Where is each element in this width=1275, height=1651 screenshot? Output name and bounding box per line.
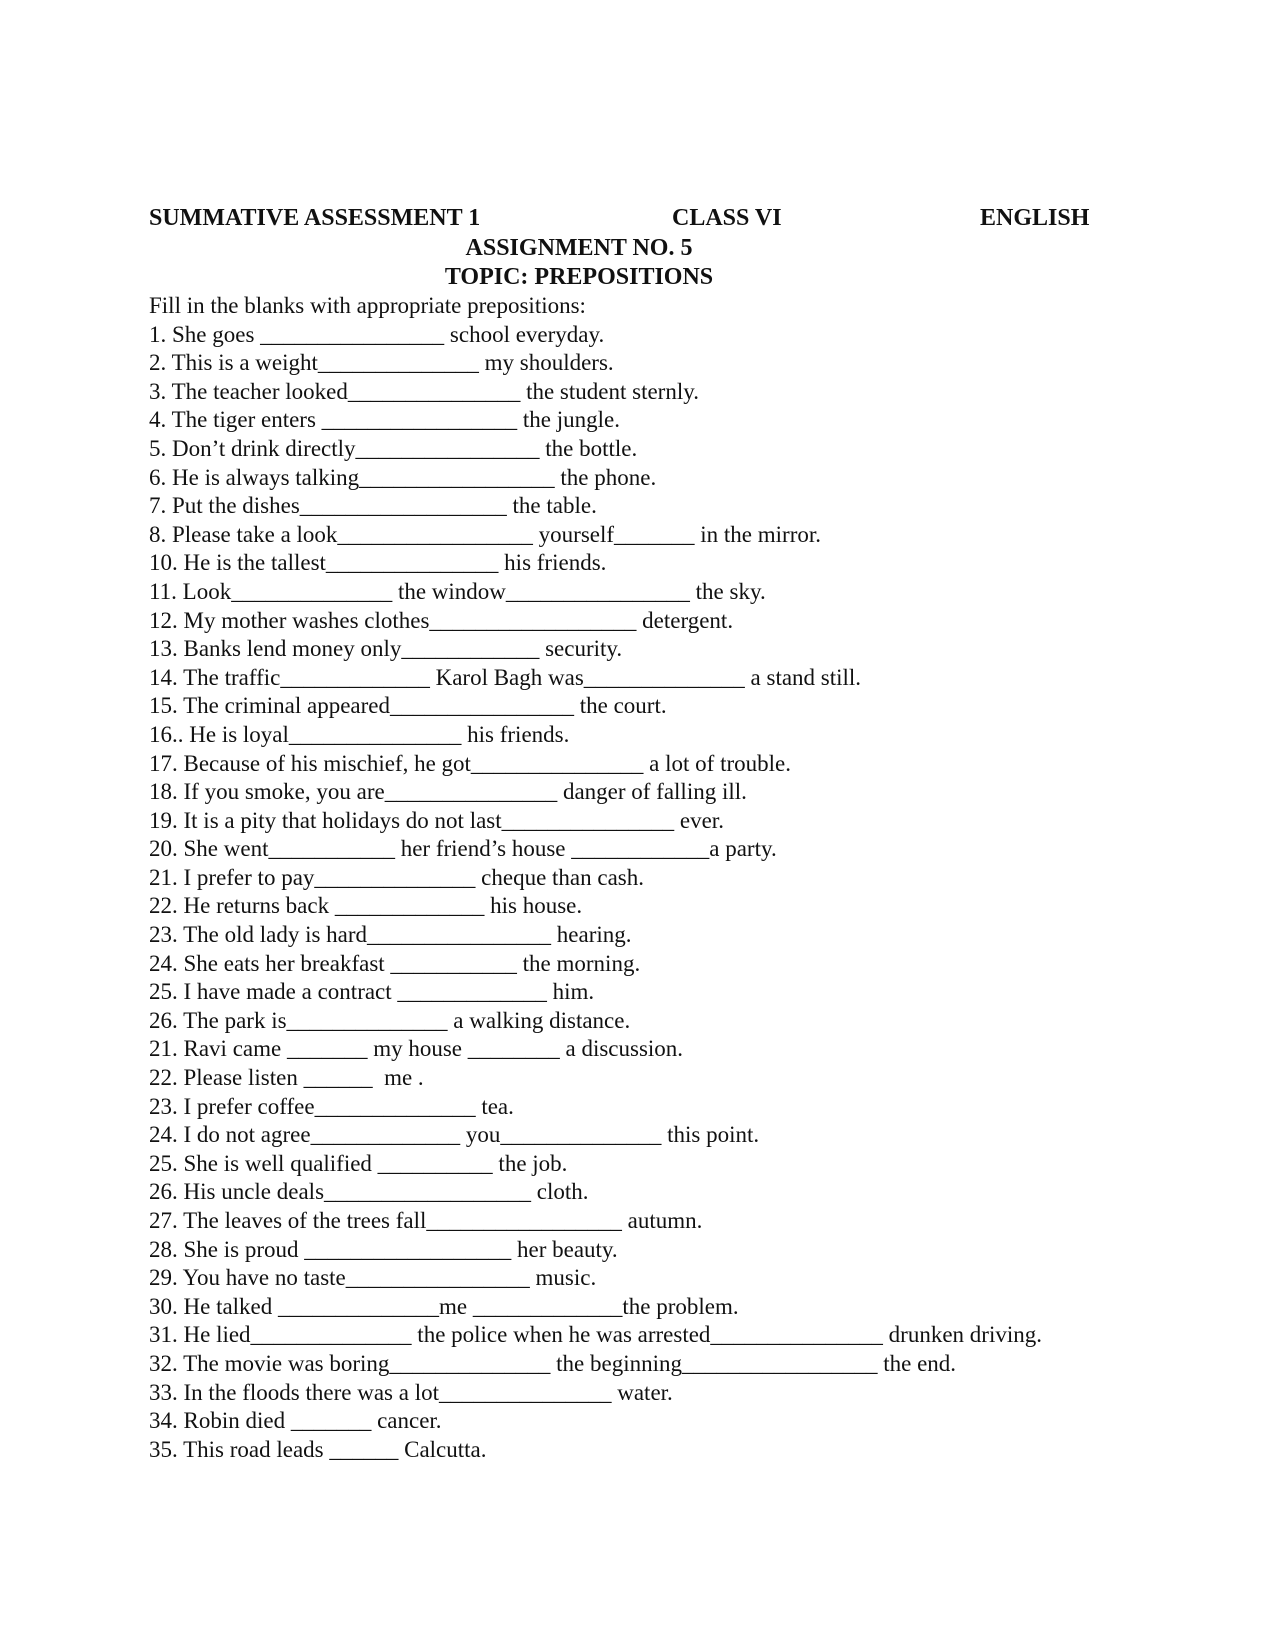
exercise-item: 35. This road leads ______ Calcutta. — [149, 1436, 487, 1462]
exercise-body — [149, 292, 1149, 1464]
exercise-item: 20. She went___________ her friend’s house ____________a party. — [149, 836, 777, 862]
exercise-item: 21. I prefer to pay______________ cheque than cash. — [149, 864, 644, 890]
exercise-item: 5. Don’t drink directly________________ the bottle. — [149, 435, 638, 461]
exercise-item: 26. His uncle deals__________________ cloth. — [149, 1179, 589, 1205]
exercise-item: 10. He is the tallest_______________ his friends. — [149, 550, 607, 576]
exercise-item: 3. The teacher looked_______________ the student sternly. — [149, 378, 699, 404]
exercise-item: 25. I have made a contract _____________ him. — [149, 979, 595, 1005]
class-name: CLASS VI — [672, 205, 782, 231]
exercise-item: 21. Ravi came _______ my house ________ a discussion. — [149, 1036, 684, 1062]
assignment-title: ASSIGNMENT NO. 5 — [465, 235, 693, 261]
exercise-item: 18. If you smoke, you are_______________ danger of falling ill. — [149, 779, 747, 805]
exercise-item: 1. She goes ________________ school everyday. — [149, 321, 605, 347]
exercise-item: 13. Banks lend money only____________ security. — [149, 636, 623, 662]
exercise-item: 4. The tiger enters _________________ the jungle. — [149, 407, 620, 433]
exercise-item: 17. Because of his mischief, he got_______________ a lot of trouble. — [149, 750, 791, 776]
header-row — [149, 203, 1089, 233]
exercise-item: 19. It is a pity that holidays do not last_______________ ever. — [149, 807, 724, 833]
exercise-item: 11. Look______________ the window________________ the sky. — [149, 578, 766, 604]
exercise-item: 34. Robin died _______ cancer. — [149, 1408, 442, 1434]
exercise-item: 24. I do not agree_____________ you______________ this point. — [149, 1122, 760, 1148]
exercise-item: 24. She eats her breakfast ___________ the morning. — [149, 950, 641, 976]
exercise-item: 6. He is always talking_________________ the phone. — [149, 464, 657, 490]
exercise-item: 33. In the floods there was a lot_______________ water. — [149, 1379, 673, 1405]
exercise-item: 32. The movie was boring______________ the beginning_________________ the end. — [149, 1350, 957, 1376]
exercise-item: 12. My mother washes clothes__________________ detergent. — [149, 607, 734, 633]
exercise-item: 2. This is a weight______________ my shoulders. — [149, 350, 614, 376]
exam-name: SUMMATIVE ASSESSMENT 1 — [149, 205, 481, 231]
exercise-item: 31. He lied______________ the police when he was arrested_______________ drunken driving. — [149, 1322, 1042, 1348]
topic-title: TOPIC: PREPOSITIONS — [444, 264, 714, 290]
exercise-item: 28. She is proud __________________ her beauty. — [149, 1236, 618, 1262]
exercise-item: 25. She is well qualified __________ the job. — [149, 1150, 568, 1176]
exercise-item: 22. Please listen ______ me . — [149, 1065, 424, 1091]
exercise-item: 8. Please take a look_________________ yourself_______ in the mirror. — [149, 521, 822, 547]
exercise-item: 30. He talked ______________me _____________the problem. — [149, 1293, 739, 1319]
exercise-item: 23. The old lady is hard________________ hearing. — [149, 922, 632, 948]
instruction: Fill in the blanks with appropriate prepositions: — [149, 293, 586, 318]
exercise-item: 26. The park is______________ a walking distance. — [149, 1007, 631, 1033]
exercise-item: 23. I prefer coffee______________ tea. — [149, 1093, 514, 1119]
subject-name: ENGLISH — [980, 205, 1090, 231]
exercise-item: 29. You have no taste________________ music. — [149, 1265, 597, 1291]
exercise-item: 7. Put the dishes__________________ the table. — [149, 493, 597, 519]
exercise-item: 27. The leaves of the trees fall_________________ autumn. — [149, 1208, 703, 1233]
exercise-item: 14. The traffic_____________ Karol Bagh was______________ a stand still. — [149, 664, 862, 690]
exercise-item: 22. He returns back _____________ his house. — [149, 893, 583, 919]
exercise-item: 15. The criminal appeared________________ the court. — [149, 693, 667, 719]
exercise-item: 16.. He is loyal_______________ his friends. — [149, 721, 570, 747]
